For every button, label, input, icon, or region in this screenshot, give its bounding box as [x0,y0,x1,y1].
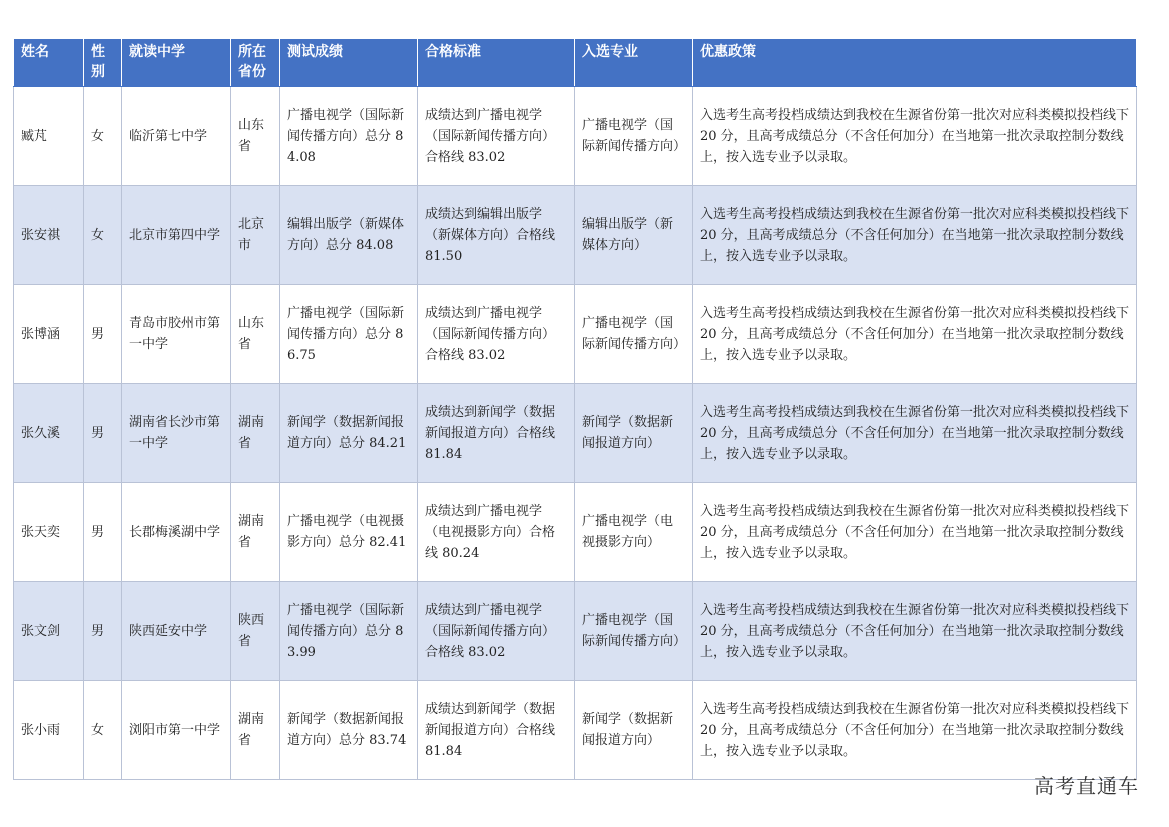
cell-policy: 入选考生高考投档成绩达到我校在生源省份第一批次对应科类模拟投档线下 20 分，且高考成绩总分（不含任何加分）在当地第一批次录取控制分数线上，按入选专业予以录取。 [693,285,1137,384]
cell-score: 新闻学（数据新闻报道方向）总分 83.74 [280,681,418,780]
cell-gender: 男 [84,285,122,384]
cell-province: 湖南省 [231,681,280,780]
header-gender: 性别 [84,39,122,87]
cell-major: 广播电视学（国际新闻传播方向） [575,285,693,384]
cell-gender: 男 [84,483,122,582]
cell-policy: 入选考生高考投档成绩达到我校在生源省份第一批次对应科类模拟投档线下 20 分，且高考成绩总分（不含任何加分）在当地第一批次录取控制分数线上，按入选专业予以录取。 [693,186,1137,285]
cell-school: 北京市第四中学 [122,186,231,285]
cell-major: 广播电视学（国际新闻传播方向） [575,87,693,186]
cell-standard: 成绩达到新闻学（数据新闻报道方向）合格线 81.84 [418,681,575,780]
cell-name: 张久溪 [14,384,84,483]
cell-school: 临沂第七中学 [122,87,231,186]
table-header-row [14,39,1137,87]
cell-province: 山东省 [231,87,280,186]
header-province: 所在省份 [231,39,280,87]
cell-policy: 入选考生高考投档成绩达到我校在生源省份第一批次对应科类模拟投档线下 20 分，且高考成绩总分（不含任何加分）在当地第一批次录取控制分数线上，按入选专业予以录取。 [693,87,1137,186]
cell-gender: 女 [84,87,122,186]
table-row [14,87,1137,186]
cell-policy: 入选考生高考投档成绩达到我校在生源省份第一批次对应科类模拟投档线下 20 分，且高考成绩总分（不含任何加分）在当地第一批次录取控制分数线上，按入选专业予以录取。 [693,384,1137,483]
cell-policy: 入选考生高考投档成绩达到我校在生源省份第一批次对应科类模拟投档线下 20 分，且高考成绩总分（不含任何加分）在当地第一批次录取控制分数线上，按入选专业予以录取。 [693,483,1137,582]
cell-province: 湖南省 [231,483,280,582]
cell-policy: 入选考生高考投档成绩达到我校在生源省份第一批次对应科类模拟投档线下 20 分，且高考成绩总分（不含任何加分）在当地第一批次录取控制分数线上，按入选专业予以录取。 [693,582,1137,681]
cell-gender: 女 [84,186,122,285]
cell-score: 广播电视学（国际新闻传播方向）总分 86.75 [280,285,418,384]
cell-major: 广播电视学（电视摄影方向） [575,483,693,582]
table-row [14,681,1137,780]
cell-name: 张天奕 [14,483,84,582]
cell-province: 北京市 [231,186,280,285]
cell-policy: 入选考生高考投档成绩达到我校在生源省份第一批次对应科类模拟投档线下 20 分，且高考成绩总分（不含任何加分）在当地第一批次录取控制分数线上，按入选专业予以录取。 [693,681,1137,780]
cell-standard: 成绩达到广播电视学（国际新闻传播方向）合格线 83.02 [418,87,575,186]
header-name: 姓名 [14,39,84,87]
cell-standard: 成绩达到广播电视学（电视摄影方向）合格线 80.24 [418,483,575,582]
header-school: 就读中学 [122,39,231,87]
cell-score: 广播电视学（国际新闻传播方向）总分 84.08 [280,87,418,186]
cell-gender: 男 [84,582,122,681]
table-row [14,384,1137,483]
cell-major: 广播电视学（国际新闻传播方向） [575,582,693,681]
table-row [14,582,1137,681]
cell-gender: 男 [84,384,122,483]
cell-province: 陕西省 [231,582,280,681]
cell-standard: 成绩达到编辑出版学（新媒体方向）合格线 81.50 [418,186,575,285]
cell-name: 张安祺 [14,186,84,285]
cell-major: 编辑出版学（新媒体方向） [575,186,693,285]
table-row [14,483,1137,582]
cell-name: 张文剑 [14,582,84,681]
header-major: 入选专业 [575,39,693,87]
cell-school: 青岛市胶州市第一中学 [122,285,231,384]
cell-province: 山东省 [231,285,280,384]
cell-gender: 女 [84,681,122,780]
cell-name: 张博涵 [14,285,84,384]
header-policy: 优惠政策 [693,39,1137,87]
table-row [14,186,1137,285]
cell-score: 编辑出版学（新媒体方向）总分 84.08 [280,186,418,285]
cell-major: 新闻学（数据新闻报道方向） [575,681,693,780]
cell-major: 新闻学（数据新闻报道方向） [575,384,693,483]
cell-score: 广播电视学（国际新闻传播方向）总分 83.99 [280,582,418,681]
cell-school: 湖南省长沙市第一中学 [122,384,231,483]
header-score: 测试成绩 [280,39,418,87]
cell-name: 臧芃 [14,87,84,186]
cell-score: 新闻学（数据新闻报道方向）总分 84.21 [280,384,418,483]
cell-standard: 成绩达到广播电视学（国际新闻传播方向）合格线 83.02 [418,582,575,681]
cell-province: 湖南省 [231,384,280,483]
watermark-text: 高考直通车 [1034,774,1139,798]
cell-standard: 成绩达到新闻学（数据新闻报道方向）合格线 81.84 [418,384,575,483]
cell-name: 张小雨 [14,681,84,780]
admission-table [13,38,1137,780]
cell-school: 陕西延安中学 [122,582,231,681]
cell-school: 长郡梅溪湖中学 [122,483,231,582]
header-standard: 合格标准 [418,39,575,87]
cell-school: 浏阳市第一中学 [122,681,231,780]
cell-standard: 成绩达到广播电视学（国际新闻传播方向）合格线 83.02 [418,285,575,384]
cell-score: 广播电视学（电视摄影方向）总分 82.41 [280,483,418,582]
table-row [14,285,1137,384]
